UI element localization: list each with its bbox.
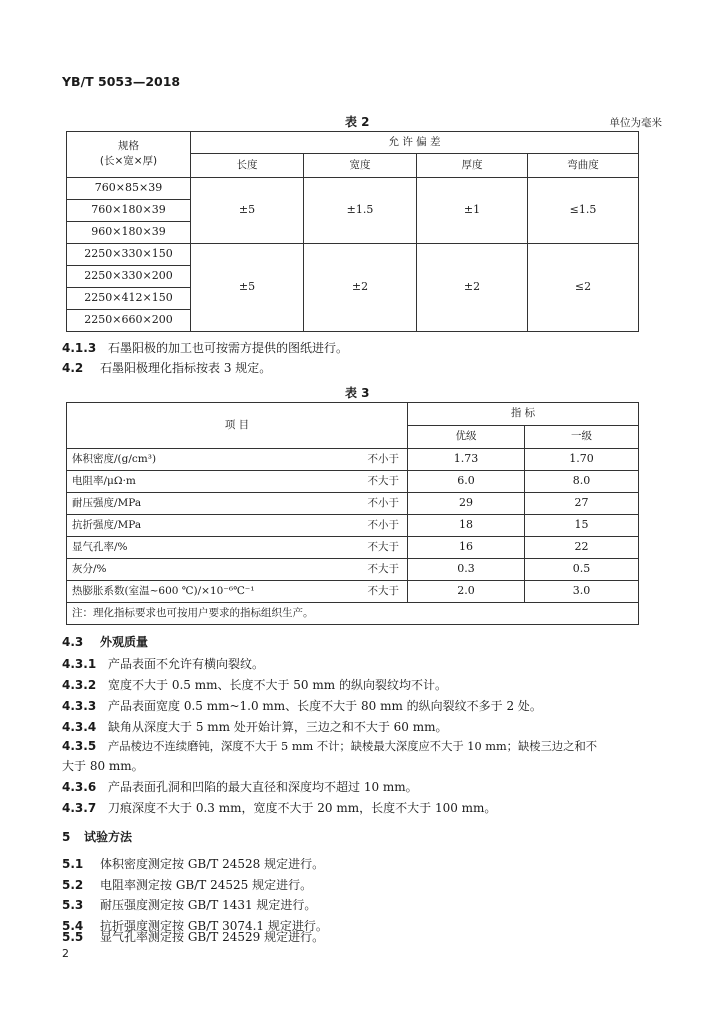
col-excellent-header: 优级 bbox=[408, 426, 525, 449]
clause-text: 产品表面宽度 0.5 mm~1.0 mm、长度不大于 80 mm 的纵向裂纹不多于 2 处。 bbox=[108, 699, 542, 713]
group2-width: ±2 bbox=[304, 244, 417, 332]
item-label: 灰分/% bbox=[67, 559, 317, 581]
clause-text-continued: 大于 80 mm。 bbox=[62, 759, 144, 773]
item-condition: 不大于 bbox=[317, 471, 408, 493]
clause-5-2 bbox=[62, 876, 312, 893]
table3-caption: 表 3 bbox=[345, 386, 370, 400]
clause-number: 5.1 bbox=[62, 857, 84, 871]
clause-text: 抗折强度测定按 GB/T 3074.1 规定进行。 bbox=[100, 919, 328, 933]
value-first: 27 bbox=[525, 493, 639, 515]
table-row bbox=[67, 559, 639, 581]
clause-number: 4.3.1 bbox=[62, 657, 97, 671]
standard-number-header: YB/T 5053—2018 bbox=[62, 74, 181, 89]
clause-text: 显气孔率测定按 GB/T 24529 规定进行。 bbox=[100, 930, 325, 944]
item-label: 显气孔率/% bbox=[67, 537, 317, 559]
clause-text: 体积密度测定按 GB/T 24528 规定进行。 bbox=[100, 857, 325, 871]
table2-unit: 单位为毫米 bbox=[609, 117, 662, 129]
clause-4-3-2 bbox=[62, 676, 447, 693]
value-first: 3.0 bbox=[525, 581, 639, 603]
clause-5-5 bbox=[62, 928, 324, 945]
value-first: 15 bbox=[525, 515, 639, 537]
col-length-header: 长度 bbox=[191, 154, 304, 178]
table3 bbox=[66, 402, 639, 625]
clause-number: 4.1.3 bbox=[62, 341, 97, 355]
value-excellent: 1.73 bbox=[408, 449, 525, 471]
clause-4-3-4 bbox=[62, 718, 448, 735]
value-first: 8.0 bbox=[525, 471, 639, 493]
item-header: 项 目 bbox=[67, 403, 408, 449]
group1-length: ±5 bbox=[191, 178, 304, 244]
clause-text: 刀痕深度不大于 0.3 mm，宽度不大于 20 mm，长度不大于 100 mm。 bbox=[108, 801, 497, 815]
spec-cell: 760×180×39 bbox=[67, 200, 191, 222]
item-condition: 不大于 bbox=[317, 581, 408, 603]
clause-text: 产品表面不允许有横向裂纹。 bbox=[108, 657, 265, 671]
clause-text: 缺角从深度大于 5 mm 处开始计算，三边之和不大于 60 mm。 bbox=[108, 720, 448, 734]
tolerance-group-header: 允 许 偏 差 bbox=[191, 132, 639, 154]
value-excellent: 2.0 bbox=[408, 581, 525, 603]
section-title: 外观质量 bbox=[100, 635, 149, 649]
table2-caption: 表 2 bbox=[345, 115, 370, 129]
value-first: 0.5 bbox=[525, 559, 639, 581]
clause-4-3-7 bbox=[62, 799, 496, 816]
clause-4-3-3 bbox=[62, 697, 542, 714]
spec-cell: 760×85×39 bbox=[67, 178, 191, 200]
col-bend-header: 弯曲度 bbox=[528, 154, 639, 178]
section-4-3-heading bbox=[62, 633, 148, 650]
clause-text: 宽度不大于 0.5 mm、长度不大于 50 mm 的纵向裂纹均不计。 bbox=[108, 678, 447, 692]
clause-number: 4.3.2 bbox=[62, 678, 97, 692]
section-title: 试验方法 bbox=[84, 830, 133, 844]
value-excellent: 29 bbox=[408, 493, 525, 515]
item-label: 电阻率/μΩ·m bbox=[67, 471, 317, 493]
section-5-heading bbox=[62, 828, 132, 845]
spec-cell: 2250×330×150 bbox=[67, 244, 191, 266]
index-header: 指 标 bbox=[408, 403, 639, 426]
item-label: 抗折强度/MPa bbox=[67, 515, 317, 537]
section-number: 5 bbox=[62, 830, 71, 844]
spec-cell: 2250×660×200 bbox=[67, 310, 191, 332]
clause-5-1 bbox=[62, 855, 324, 872]
clause-4-3-6 bbox=[62, 778, 418, 795]
clause-number: 4.2 bbox=[62, 361, 84, 375]
value-first: 1.70 bbox=[525, 449, 639, 471]
clause-4-3-1 bbox=[62, 655, 264, 672]
item-condition: 不小于 bbox=[317, 449, 408, 471]
section-number: 4.3 bbox=[62, 635, 84, 649]
clause-5-3 bbox=[62, 896, 316, 913]
value-excellent: 6.0 bbox=[408, 471, 525, 493]
clause-number: 5.3 bbox=[62, 898, 84, 912]
item-label: 体积密度/(g/cm³) bbox=[67, 449, 317, 471]
clause-number: 5.5 bbox=[62, 930, 84, 944]
clause-number: 4.3.4 bbox=[62, 720, 97, 734]
col-first-header: 一级 bbox=[525, 426, 639, 449]
table-row bbox=[67, 449, 639, 471]
clause-number: 4.3.3 bbox=[62, 699, 97, 713]
clause-number: 5.4 bbox=[62, 919, 84, 933]
clause-number: 4.3.6 bbox=[62, 780, 97, 794]
clause-number: 4.3.5 bbox=[62, 739, 97, 753]
group1-width: ±1.5 bbox=[304, 178, 417, 244]
group2-length: ±5 bbox=[191, 244, 304, 332]
page-number: 2 bbox=[62, 947, 69, 960]
item-condition: 不小于 bbox=[317, 515, 408, 537]
clause-number: 4.3.7 bbox=[62, 801, 97, 815]
clause-text: 电阻率测定按 GB/T 24525 规定进行。 bbox=[100, 878, 313, 892]
table-row bbox=[67, 493, 639, 515]
spec-cell: 960×180×39 bbox=[67, 222, 191, 244]
group2-thickness: ±2 bbox=[417, 244, 528, 332]
clause-text: 耐压强度测定按 GB/T 1431 规定进行。 bbox=[100, 898, 317, 912]
clause-number: 5.2 bbox=[62, 878, 84, 892]
table-row bbox=[67, 471, 639, 493]
clause-text: 石墨阳极理化指标按表 3 规定。 bbox=[100, 361, 272, 375]
spec-cell: 2250×330×200 bbox=[67, 266, 191, 288]
value-excellent: 0.3 bbox=[408, 559, 525, 581]
group1-thickness: ±1 bbox=[417, 178, 528, 244]
item-label: 耐压强度/MPa bbox=[67, 493, 317, 515]
table2 bbox=[66, 131, 639, 332]
clause-4-2 bbox=[62, 359, 271, 376]
spec-header-cell bbox=[67, 132, 191, 178]
value-excellent: 16 bbox=[408, 537, 525, 559]
clause-text: 产品表面孔洞和凹陷的最大直径和深度均不超过 10 mm。 bbox=[108, 780, 418, 794]
spec-header-line1: 规格 bbox=[118, 140, 139, 153]
clause-text: 产品棱边不连续磨钝，深度不大于 5 mm 不计；缺棱最大深度应不大于 10 mm；缺棱三边之和不 bbox=[108, 740, 598, 753]
value-first: 22 bbox=[525, 537, 639, 559]
clause-4-3-5-continued bbox=[62, 757, 144, 774]
clause-4-1-3 bbox=[62, 339, 348, 356]
item-condition: 不小于 bbox=[317, 493, 408, 515]
item-label: 热膨胀系数(室温~600 ℃)/×10⁻⁶℃⁻¹ bbox=[67, 581, 317, 603]
clause-4-3-5 bbox=[62, 738, 597, 754]
table-row bbox=[67, 581, 639, 603]
value-excellent: 18 bbox=[408, 515, 525, 537]
table-row bbox=[67, 515, 639, 537]
group2-bend: ≤2 bbox=[528, 244, 639, 332]
group1-bend: ≤1.5 bbox=[528, 178, 639, 244]
item-condition: 不大于 bbox=[317, 537, 408, 559]
item-condition: 不大于 bbox=[317, 559, 408, 581]
table-row bbox=[67, 537, 639, 559]
spec-header-line2: (长×宽×厚) bbox=[99, 155, 158, 167]
clause-text: 石墨阳极的加工也可按需方提供的图纸进行。 bbox=[108, 341, 349, 355]
table3-note: 注：理化指标要求也可按用户要求的指标组织生产。 bbox=[67, 603, 639, 625]
col-width-header: 宽度 bbox=[304, 154, 417, 178]
col-thickness-header: 厚度 bbox=[417, 154, 528, 178]
spec-cell: 2250×412×150 bbox=[67, 288, 191, 310]
